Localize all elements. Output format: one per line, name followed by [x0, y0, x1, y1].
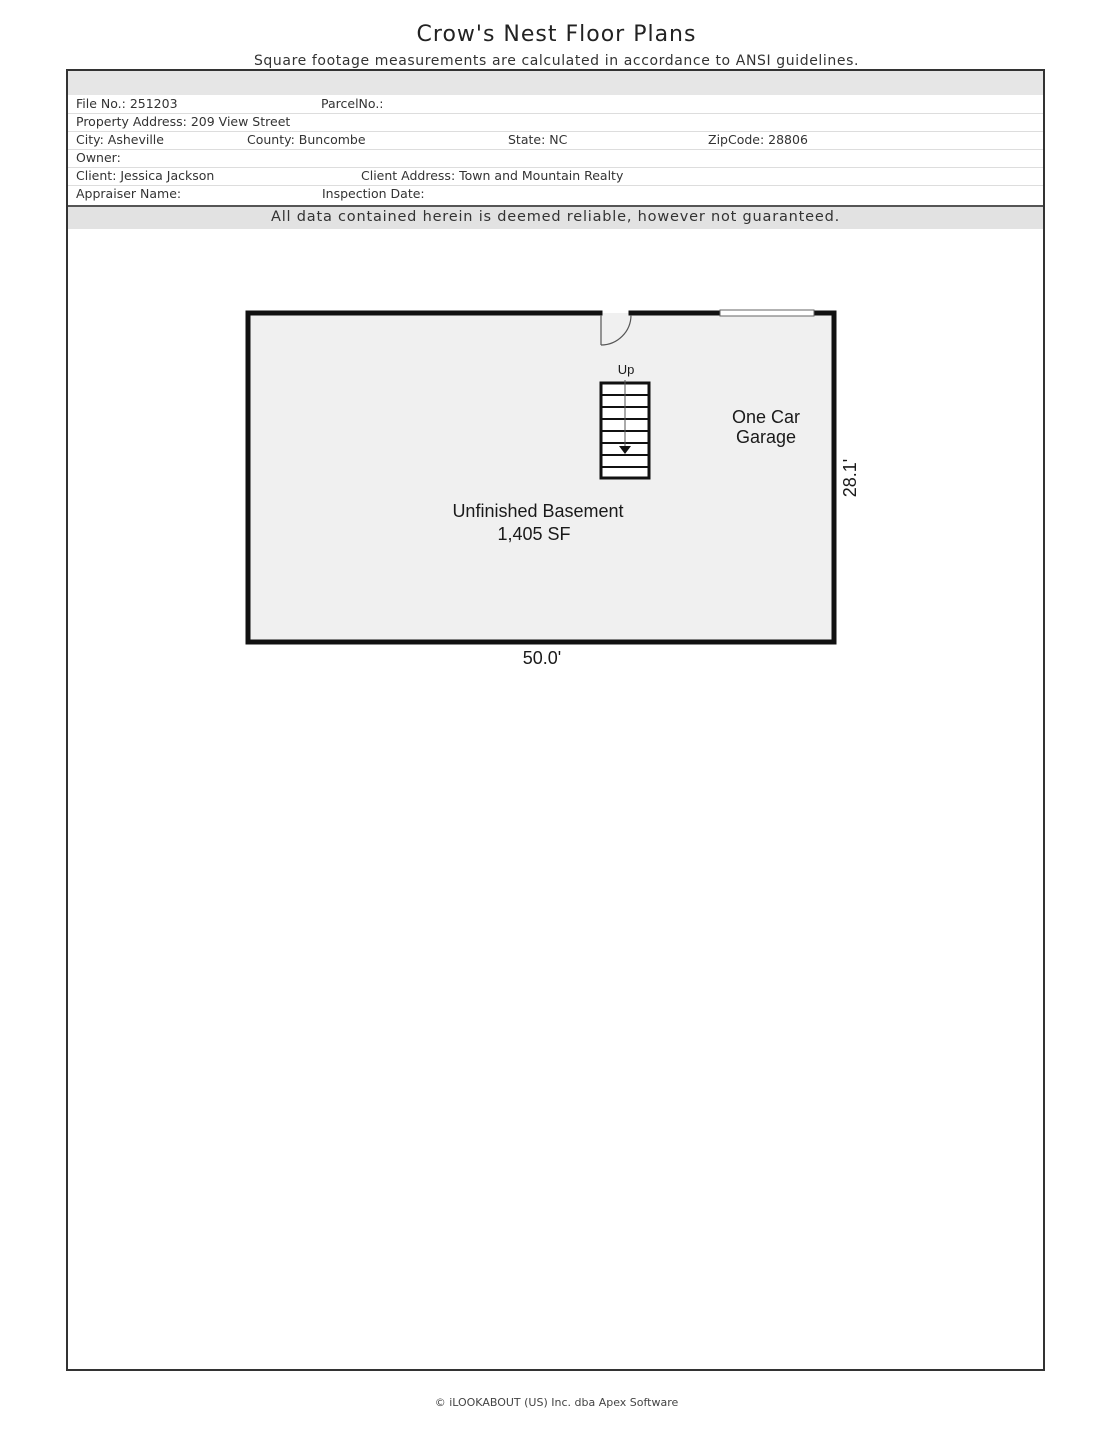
- disclaimer: All data contained herein is deemed reliable, however not guaranteed.: [68, 205, 1043, 229]
- staircase: [601, 380, 649, 478]
- page-subtitle: Square footage measurements are calculated in accordance to ANSI guidelines.: [253, 53, 860, 69]
- owner: Owner:: [76, 150, 121, 165]
- page-title: Crow's Nest Floor Plans: [416, 22, 697, 47]
- appraiser-name: Appraiser Name:: [76, 186, 182, 201]
- dimension-depth: 28.1': [840, 458, 860, 498]
- state: State: NC: [508, 132, 568, 147]
- property-address: Property Address: 209 View Street: [76, 114, 291, 129]
- room-label-line1: Unfinished Basement: [452, 501, 624, 521]
- file-number: File No.: 251203: [76, 96, 178, 111]
- city: City: Asheville: [76, 132, 164, 147]
- dimension-width: 50.0': [522, 648, 562, 668]
- county: County: Buncombe: [247, 132, 366, 147]
- stair-label: Up: [617, 362, 635, 377]
- zip-code: ZipCode: 28806: [708, 132, 808, 147]
- client-address: Client Address: Town and Mountain Realty: [361, 168, 624, 183]
- inspection-date: Inspection Date:: [322, 186, 425, 201]
- floor-area: [248, 313, 834, 642]
- garage-label-line1: One Car: [731, 407, 801, 427]
- garage-label-line2: Garage: [735, 427, 797, 447]
- client: Client: Jessica Jackson: [76, 168, 215, 183]
- garage-door: [720, 310, 814, 316]
- room-area-label: 1,405 SF: [497, 524, 571, 544]
- parcel-number: ParcelNo.:: [321, 96, 384, 111]
- footer-copyright: © iLOOKABOUT (US) Inc. dba Apex Software: [434, 1396, 679, 1409]
